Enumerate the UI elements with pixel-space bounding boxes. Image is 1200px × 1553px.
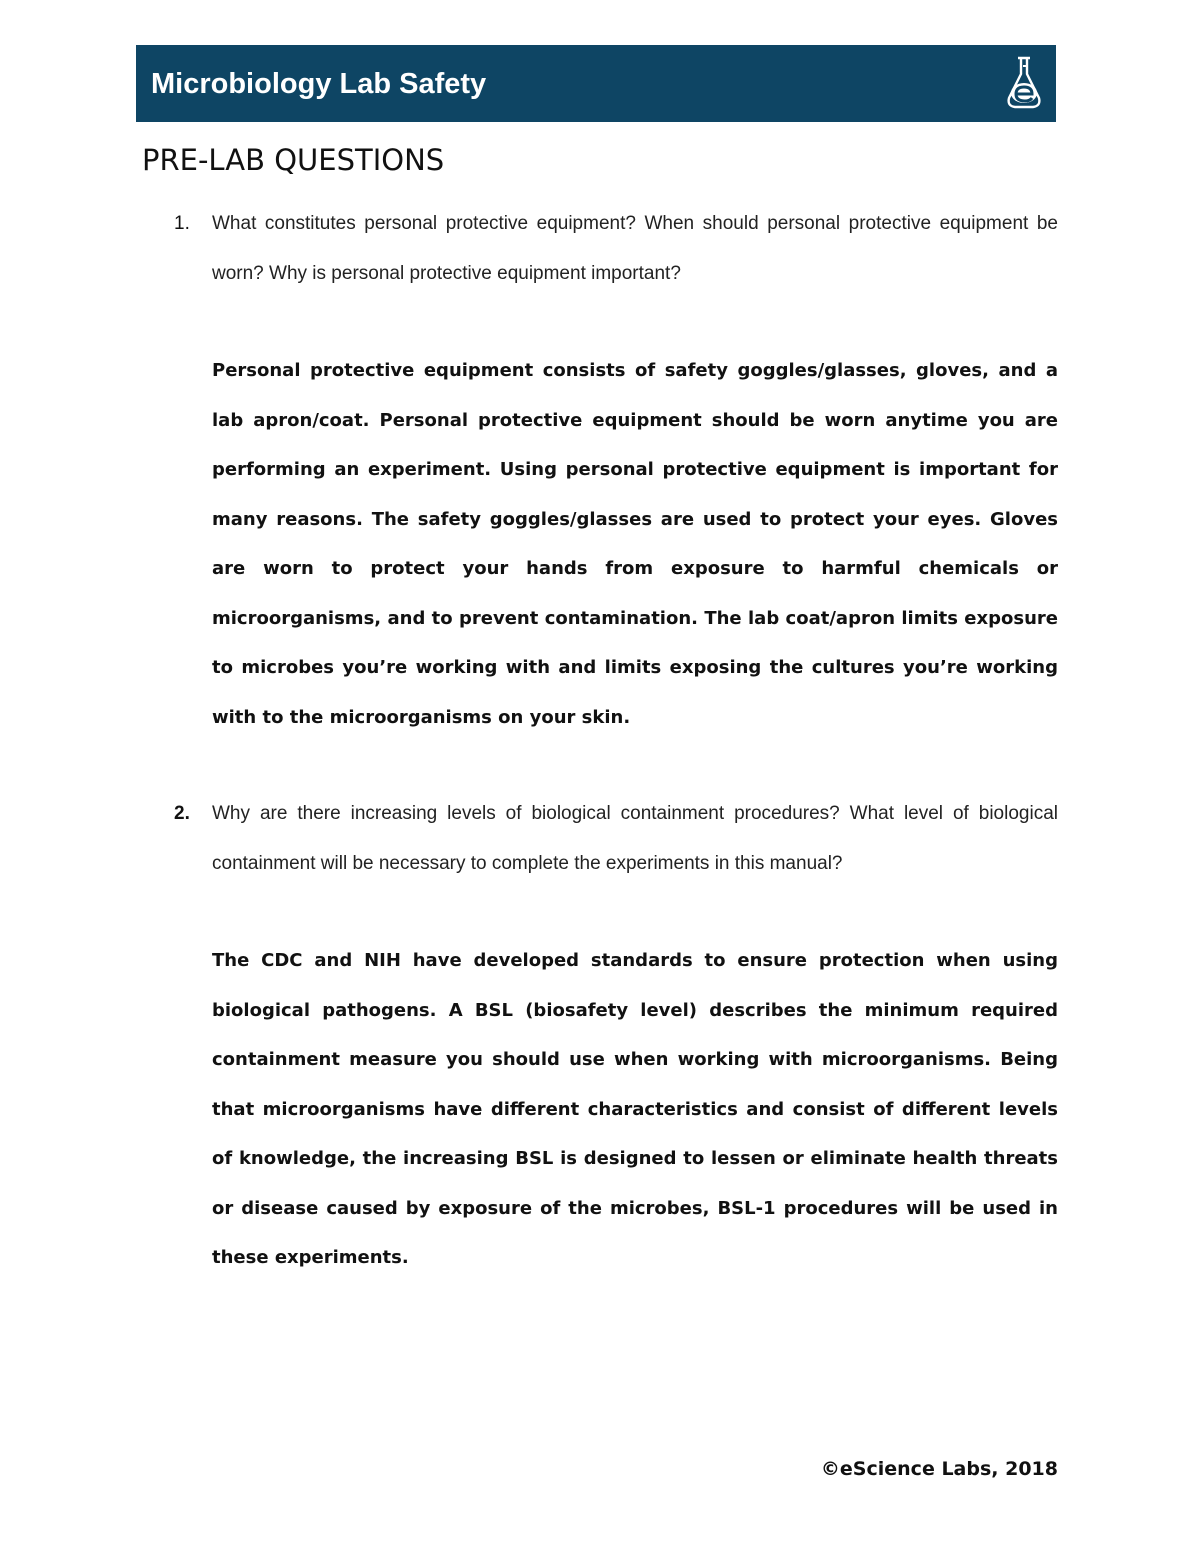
question-text: Why are there increasing levels of biological containment procedures? What level of biological containment will be necessary to complete the experiments in this manual? [212,803,1058,874]
copyright-footer: ©eScience Labs, 2018 [820,1458,1058,1480]
header-banner [136,45,1056,122]
question-text: What constitutes personal protective equipment? When should personal protective equipment be worn? Why is personal protective equipment important? [212,213,1058,284]
document-title: Microbiology Lab Safety [151,68,487,100]
question-number: 2. [174,803,190,824]
question-number: 1. [174,213,190,234]
flask-icon [1001,54,1047,112]
answer-text: Personal protective equipment consists of safety goggles/glasses, gloves, and a lab apron/coat. Personal protective equipment should be worn anytime you are performing an experiment. Using personal protective equipment is important for many reasons. The safety goggles/glasses are used to protect your eyes. Gloves are worn to protect your hands from exposure to harmful chemicals or microorganisms, and to prevent contamination. The lab coat/apron limits exposure to microbes you’re working with and limits exposing the cultures you’re working with to the microorganisms on your skin. [212,360,1058,728]
section-heading: PRE-LAB QUESTIONS [142,143,445,177]
answer-text: The CDC and NIH have developed standards to ensure protection when using biological pathogens. A BSL (biosafety level) describes the minimum required containment measure you should use when working with microorganisms. Being that microorganisms have different characteristics and consist of different levels of knowledge, the increasing BSL is designed to lessen or eliminate health threats or disease caused by exposure of the microbes, BSL-1 procedures will be used in these experiments. [212,950,1058,1268]
